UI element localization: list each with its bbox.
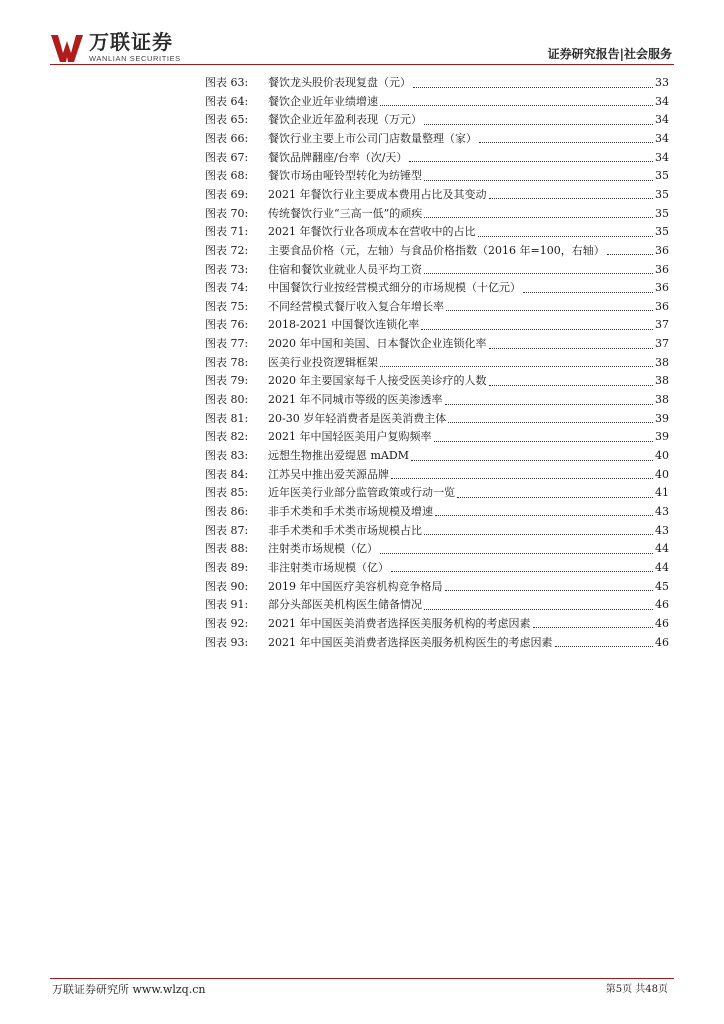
toc-entry-label: 图表 64:	[205, 94, 249, 108]
toc-entry-page: 43	[655, 523, 669, 537]
toc-entry-title: 20-30 岁年轻消费者是医美消费主体	[268, 411, 447, 425]
toc-entry-label: 图表 71:	[205, 225, 249, 239]
toc-entry[interactable]	[205, 391, 669, 409]
toc-entry[interactable]	[205, 74, 669, 92]
toc-entry-page: 45	[655, 579, 669, 593]
toc-entry[interactable]	[205, 223, 669, 241]
toc-entry-label: 图表 73:	[205, 262, 249, 276]
toc-entry-title: 2019 年中国医疗美容机构竞争格局	[268, 579, 443, 593]
toc-entry-page: 43	[655, 504, 669, 518]
toc-entry-label: 图表 78:	[205, 355, 249, 369]
toc-entry-page: 38	[655, 393, 669, 407]
toc-entry-title: 2020 年主要国家每千人接受医美诊疗的人数	[268, 374, 487, 388]
toc-entry[interactable]	[205, 522, 669, 540]
toc-entry-title: 2021 年中国医美消费者选择医美服务机构医生的考虑因素	[268, 635, 553, 649]
toc-leader-dots	[424, 609, 653, 610]
toc-leader-dots	[555, 646, 654, 647]
toc-entry-title: 主要食品价格（元，左轴）与食品价格指数（2016 年=100，右轴）	[268, 243, 605, 257]
toc-entry-page: 41	[655, 486, 669, 500]
toc-entry[interactable]	[205, 279, 669, 297]
toc-entry-title: 2021 年餐饮行业各项成本在营收中的占比	[268, 225, 476, 239]
toc-entry-page: 46	[655, 616, 669, 630]
toc-entry[interactable]	[205, 578, 669, 596]
toc-entry-page: 34	[655, 150, 669, 164]
toc-entry-label: 图表 74:	[205, 281, 249, 295]
toc-entry[interactable]	[205, 540, 669, 558]
toc-leader-dots	[421, 329, 653, 330]
toc-entry-label: 图表 84:	[205, 467, 249, 481]
toc-leader-dots	[424, 217, 653, 218]
toc-entry[interactable]	[205, 447, 669, 465]
toc-entry-page: 44	[655, 560, 669, 574]
toc-leader-dots	[448, 422, 653, 423]
toc-leader-dots	[391, 478, 653, 479]
toc-entry-page: 46	[655, 635, 669, 649]
toc-entry[interactable]	[205, 428, 669, 446]
wanlian-logo-icon	[50, 33, 84, 63]
toc-entry-page: 35	[655, 225, 669, 239]
toc-entry[interactable]	[205, 149, 669, 167]
toc-entry[interactable]	[205, 93, 669, 111]
toc-leader-dots	[489, 198, 654, 199]
toc-entry-label: 图表 70:	[205, 206, 249, 220]
toc-entry-title: 注射类市场规模（亿）	[268, 542, 378, 556]
toc-entry-title: 医美行业投资逻辑框架	[268, 355, 378, 369]
toc-entry[interactable]	[205, 615, 669, 633]
toc-entry-page: 36	[655, 281, 669, 295]
toc-entry-title: 餐饮龙头股价表现复盘（元）	[268, 76, 411, 89]
toc-entry-title: 非注射类市场规模（亿）	[268, 560, 389, 574]
toc-leader-dots	[380, 366, 653, 367]
toc-entry-label: 图表 79:	[205, 374, 249, 388]
toc-entry-title: 2021 年餐饮行业主要成本费用占比及其变动	[268, 187, 487, 201]
toc-leader-dots	[533, 627, 654, 628]
toc-entry-page: 40	[655, 467, 669, 481]
toc-entry-title: 餐饮企业近年业绩增速	[268, 94, 378, 108]
toc-leader-dots	[445, 590, 654, 591]
toc-leader-dots	[607, 254, 653, 255]
toc-leader-dots	[523, 292, 653, 293]
toc-entry-title: 江苏吴中推出爱芙源品牌	[268, 467, 389, 481]
toc-entry[interactable]	[205, 484, 669, 502]
toc-entry-title: 远想生物推出爱缇恩 mADM	[268, 449, 409, 462]
toc-entry[interactable]	[205, 596, 669, 614]
toc-entry-page: 38	[655, 355, 669, 369]
toc-entry-page: 35	[655, 187, 669, 201]
toc-entry-title: 近年医美行业部分监管政策或行动一览	[268, 486, 455, 500]
toc-entry[interactable]	[205, 298, 669, 316]
toc-entry[interactable]	[205, 335, 669, 353]
toc-leader-dots	[478, 236, 654, 237]
toc-leader-dots	[489, 385, 654, 386]
toc-entry[interactable]	[205, 503, 669, 521]
toc-entry[interactable]	[205, 372, 669, 390]
toc-entry-label: 图表 65:	[205, 113, 249, 127]
toc-entry-page: 35	[655, 169, 669, 183]
toc-entry-label: 图表 63:	[205, 76, 249, 89]
toc-entry-title: 餐饮市场由哑铃型转化为纺锤型	[268, 169, 422, 183]
toc-entry-page: 37	[655, 337, 669, 351]
toc-entry[interactable]	[205, 634, 669, 652]
toc-entry-title: 不同经营模式餐厅收入复合年增长率	[268, 299, 444, 313]
toc-leader-dots	[435, 515, 653, 516]
footer-divider	[50, 978, 674, 979]
toc-entry[interactable]	[205, 316, 669, 334]
report-type: 证券研究报告|社会服务	[547, 47, 672, 61]
toc-entry[interactable]	[205, 354, 669, 372]
toc-entry-title: 住宿和餐饮业就业人员平均工资	[268, 262, 422, 276]
toc-entry-label: 图表 77:	[205, 337, 249, 351]
toc-entry-title: 餐饮企业近年盈利表现（万元）	[268, 113, 422, 127]
toc-entry-page: 44	[655, 542, 669, 556]
page-number: 第5页 共48页	[605, 984, 668, 995]
toc-leader-dots	[380, 553, 653, 554]
toc-entry-page: 35	[655, 206, 669, 220]
toc-entry-page: 34	[655, 94, 669, 108]
toc-entry-page: 36	[655, 299, 669, 313]
toc-entry[interactable]	[205, 559, 669, 577]
toc-entry-label: 图表 76:	[205, 318, 249, 332]
toc-entry-page: 39	[655, 411, 669, 425]
toc-entry-label: 图表 93:	[205, 635, 249, 649]
toc-entry-page: 40	[655, 449, 669, 462]
toc-entry-page: 33	[655, 76, 669, 89]
toc-entry-label: 图表 85:	[205, 486, 249, 500]
header-divider	[50, 64, 674, 65]
toc-entry-label: 图表 92:	[205, 616, 249, 630]
toc-entry[interactable]	[205, 242, 669, 260]
toc-entry-page: 38	[655, 374, 669, 388]
toc-entry-label: 图表 75:	[205, 299, 249, 313]
toc-leader-dots	[424, 273, 653, 274]
toc-leader-dots	[413, 87, 653, 88]
toc-entry-label: 图表 67:	[205, 150, 249, 164]
toc-leader-dots	[479, 142, 653, 143]
toc-entry[interactable]	[205, 410, 669, 428]
toc-entry-label: 图表 88:	[205, 542, 249, 556]
toc-leader-dots	[424, 124, 653, 125]
toc-entry[interactable]	[205, 130, 669, 148]
logo-chinese-name: 万联证券	[89, 30, 173, 54]
toc-entry-label: 图表 83:	[205, 449, 249, 462]
toc-entry[interactable]	[205, 261, 669, 279]
toc-entry-page: 36	[655, 243, 669, 257]
toc-entry-label: 图表 81:	[205, 411, 249, 425]
toc-leader-dots	[446, 310, 653, 311]
toc-leader-dots	[391, 571, 653, 572]
logo-english-name: WANLIAN SECURITIES	[89, 54, 181, 63]
toc-entry-title: 2020 年中国和美国、日本餐饮企业连锁化率	[268, 337, 487, 351]
toc-entry-title: 餐饮行业主要上市公司门店数量整理（家）	[268, 131, 477, 145]
toc-entry-label: 图表 69:	[205, 187, 249, 201]
toc-entry-title: 2018-2021 中国餐饮连锁化率	[268, 318, 420, 332]
toc-entry-page: 34	[655, 131, 669, 145]
toc-entry-label: 图表 72:	[205, 243, 249, 257]
toc-entry[interactable]	[205, 111, 669, 129]
toc-leader-dots	[434, 441, 654, 442]
toc-entry-title: 非手术类和手术类市场规模及增速	[268, 504, 433, 518]
toc-entry-title: 2021 年中国医美消费者选择医美服务机构的考虑因素	[268, 616, 531, 630]
toc-entry-label: 图表 66:	[205, 131, 249, 145]
toc-entry-label: 图表 82:	[205, 430, 249, 444]
toc-entry[interactable]	[205, 205, 669, 223]
toc-entry-page: 34	[655, 113, 669, 127]
toc-entry-page: 37	[655, 318, 669, 332]
toc-entry[interactable]	[205, 466, 669, 484]
toc-entry[interactable]	[205, 167, 669, 185]
toc-entry-page: 36	[655, 262, 669, 276]
toc-leader-dots	[489, 348, 654, 349]
toc-leader-dots	[380, 105, 653, 106]
toc-entry-title: 中国餐饮行业按经营模式细分的市场规模（十亿元）	[268, 281, 521, 295]
toc-leader-dots	[411, 460, 653, 461]
toc-entry-title: 非手术类和手术类市场规模占比	[268, 523, 422, 537]
toc-entry-title: 部分头部医美机构医生储备情况	[268, 598, 422, 612]
toc-entry-title: 传统餐饮行业“三高一低”的顽疾	[268, 206, 423, 220]
toc-entry-label: 图表 91:	[205, 598, 249, 612]
toc-leader-dots	[424, 180, 653, 181]
toc-entry-label: 图表 68:	[205, 169, 249, 183]
toc-entry-page: 46	[655, 598, 669, 612]
toc-entry-label: 图表 90:	[205, 579, 249, 593]
toc-entry-label: 图表 89:	[205, 560, 249, 574]
toc-leader-dots	[409, 161, 653, 162]
toc-entry-title: 2021 年中国轻医美用户复购频率	[268, 430, 432, 444]
toc-leader-dots	[445, 404, 654, 405]
toc-leader-dots	[424, 534, 653, 535]
toc-leader-dots	[457, 497, 653, 498]
toc-entry[interactable]	[205, 186, 669, 204]
toc-entry-label: 图表 86:	[205, 504, 249, 518]
footer-publisher: 万联证券研究所 www.wlzq.cn	[52, 983, 206, 996]
toc-entry-label: 图表 87:	[205, 523, 249, 537]
toc-entry-title: 餐饮品牌翻座/台率（次/天）	[268, 150, 408, 164]
toc-entry-label: 图表 80:	[205, 393, 249, 407]
toc-entry-title: 2021 年不同城市等级的医美渗透率	[268, 393, 443, 407]
toc-entry-page: 39	[655, 430, 669, 444]
